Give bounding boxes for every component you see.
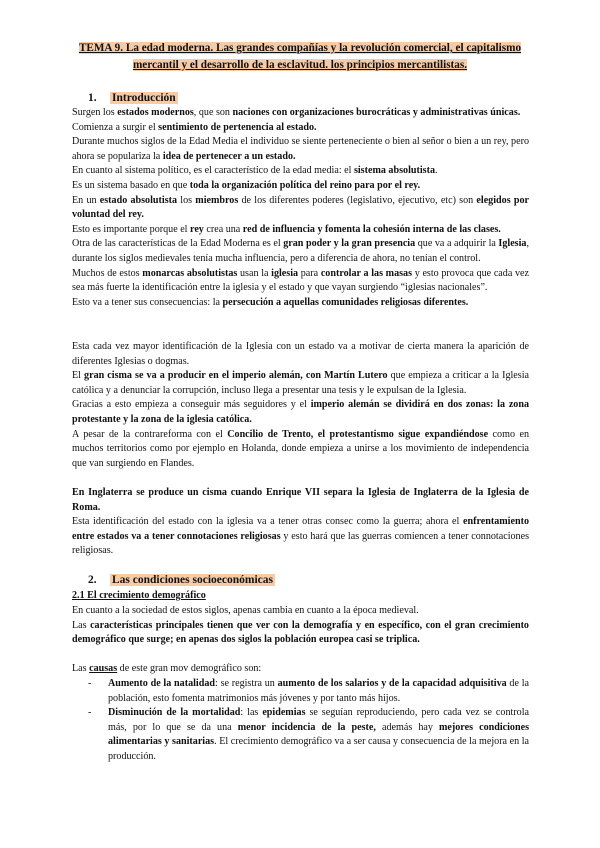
- paragraph: Otra de las características de la Edad Moderna es el gran poder y la gran presencia que va a adquirir la Iglesia, durante los siglos medievales tenía mucha influencia, pero a diferencia de ahora, no tenían el control.: [72, 238, 529, 264]
- paragraph: En un estado absolutista los miembros de los diferentes poderes (legislativo, ejecutivo, etc) son elegidos por voluntad del rey.: [72, 194, 529, 221]
- section-1-number: 1.: [88, 92, 97, 104]
- section-2-causes-intro: [72, 662, 529, 677]
- paragraph: A pesar de la contrareforma con el Concilio de Trento, el protestantismo sigue expandiéndose como en muchos territorios como por ejemplo en Holanda, donde empieza a unirse a los movimiento de independencia que van surgiendo en Flandes.: [72, 428, 529, 469]
- paragraph: Las características principales tienen que ver con la demografía y en específico, con el gran crecimiento demográfico que surge; en apenas dos siglos la población europea casi se triplica.: [72, 619, 529, 646]
- section-1-body-3: [72, 486, 529, 559]
- list-dash: -: [88, 707, 92, 719]
- paragraph: Esta identificación del estado con la iglesia va a tener otras consec como la guerra; ahora el enfrentamiento entre estados va a tener connotaciones religiosas y esto hará que las guerras comiencen a tener connotaciones religiosas.: [72, 516, 529, 557]
- paragraph: El gran cisma se va a producir en el imperio alemán, con Martín Lutero que empieza a criticar a la Iglesia católica y a denunciar la corrupción, incluso llega a presentar una tesis y le expulsan de la Iglesia.: [72, 370, 529, 396]
- paragraph: Durante muchos siglos de la Edad Media el individuo se siente perteneciente o bien al señor o bien a un rey, pero ahora se populariza la idea de pertenecer a un estado.: [72, 136, 529, 162]
- section-2-number: 2.: [88, 574, 97, 586]
- section-2-body: [72, 604, 529, 648]
- document-title: TEMA 9. La edad moderna. Las grandes compañías y la revolución comercial, el capitalismo mercantil y el desarrollo de la esclavitud. los principios mercantilistas.: [78, 42, 522, 71]
- paragraph: En cuanto a la sociedad de estos siglos, apenas cambia en cuanto a la época medieval.: [72, 605, 419, 616]
- section-1-title: Introducción: [112, 92, 176, 104]
- paragraph: Gracias a esto empieza a conseguir más seguidores y el imperio alemán se dividirá en dos zonas: la zona protestante y la zona de la iglesia católica.: [72, 399, 530, 425]
- list-dash: -: [88, 678, 92, 689]
- title-block: [72, 40, 528, 73]
- paragraph: Muchos de estos monarcas absolutistas usan la iglesia para controlar a las masas y esto provoca que cada vez sea más fuerte la identificación entre la iglesia y el estado y que vayan surgiendo “iglesias nacionales”.: [72, 267, 529, 294]
- section-1-heading: [88, 90, 178, 106]
- subsection-2-1-heading: 2.1 El crecimiento demográfico: [72, 590, 206, 601]
- paragraph: Comienza a surgir el sentimiento de pertenencia al estado.: [72, 121, 317, 133]
- paragraph: Esta cada vez mayor identificación de la Iglesia con un estado va a motivar de cierta manera la aparición de diferentes Iglesias o dogmas.: [72, 341, 529, 367]
- section-1-body: [72, 106, 529, 310]
- section-2-title: Las condiciones socioeconómicas: [112, 574, 273, 586]
- paragraph: Es un sistema basado en que toda la organización política del reino para por el rey.: [72, 179, 421, 191]
- section-2-heading: [88, 572, 275, 588]
- list-item: - Aumento de la natalidad: se registra un aumento de los salarios y de la capacidad adquisitiva de la población, esto fomenta matrimonios más jóvenes y por tanto más hijos.: [88, 678, 530, 704]
- section-1-body-2: [72, 340, 529, 471]
- paragraph: Surgen los estados modernos, que son naciones con organizaciones burocráticas y administrativas únicas.: [72, 107, 521, 118]
- paragraph: En cuanto al sistema político, es el característico de la edad media: el sistema absolutista.: [72, 165, 438, 177]
- paragraph: Las causas de este gran mov demográfico son:: [72, 663, 262, 674]
- paragraph: En Inglaterra se produce un cisma cuando Enrique VII separa la Iglesia de Inglaterra de la Iglesia de Roma.: [72, 487, 529, 513]
- paragraph: Esto va a tener sus consecuencias: la persecución a aquellas comunidades religiosas diferentes.: [72, 296, 469, 308]
- list-item: - Disminución de la mortalidad: las epidemias se seguían reproduciendo, pero cada vez se controla más, por lo que se da una menor incidencia de la peste, además hay mejores condiciones alimentarias y sanitarias. El crecimiento demográfico va a ser causa y consecuencia de la mejora en la producción.: [88, 707, 530, 762]
- paragraph: Esto es importante porque el rey crea una red de influencia y fomenta la cohesión interna de las clases.: [72, 223, 501, 235]
- causes-list: [72, 677, 529, 765]
